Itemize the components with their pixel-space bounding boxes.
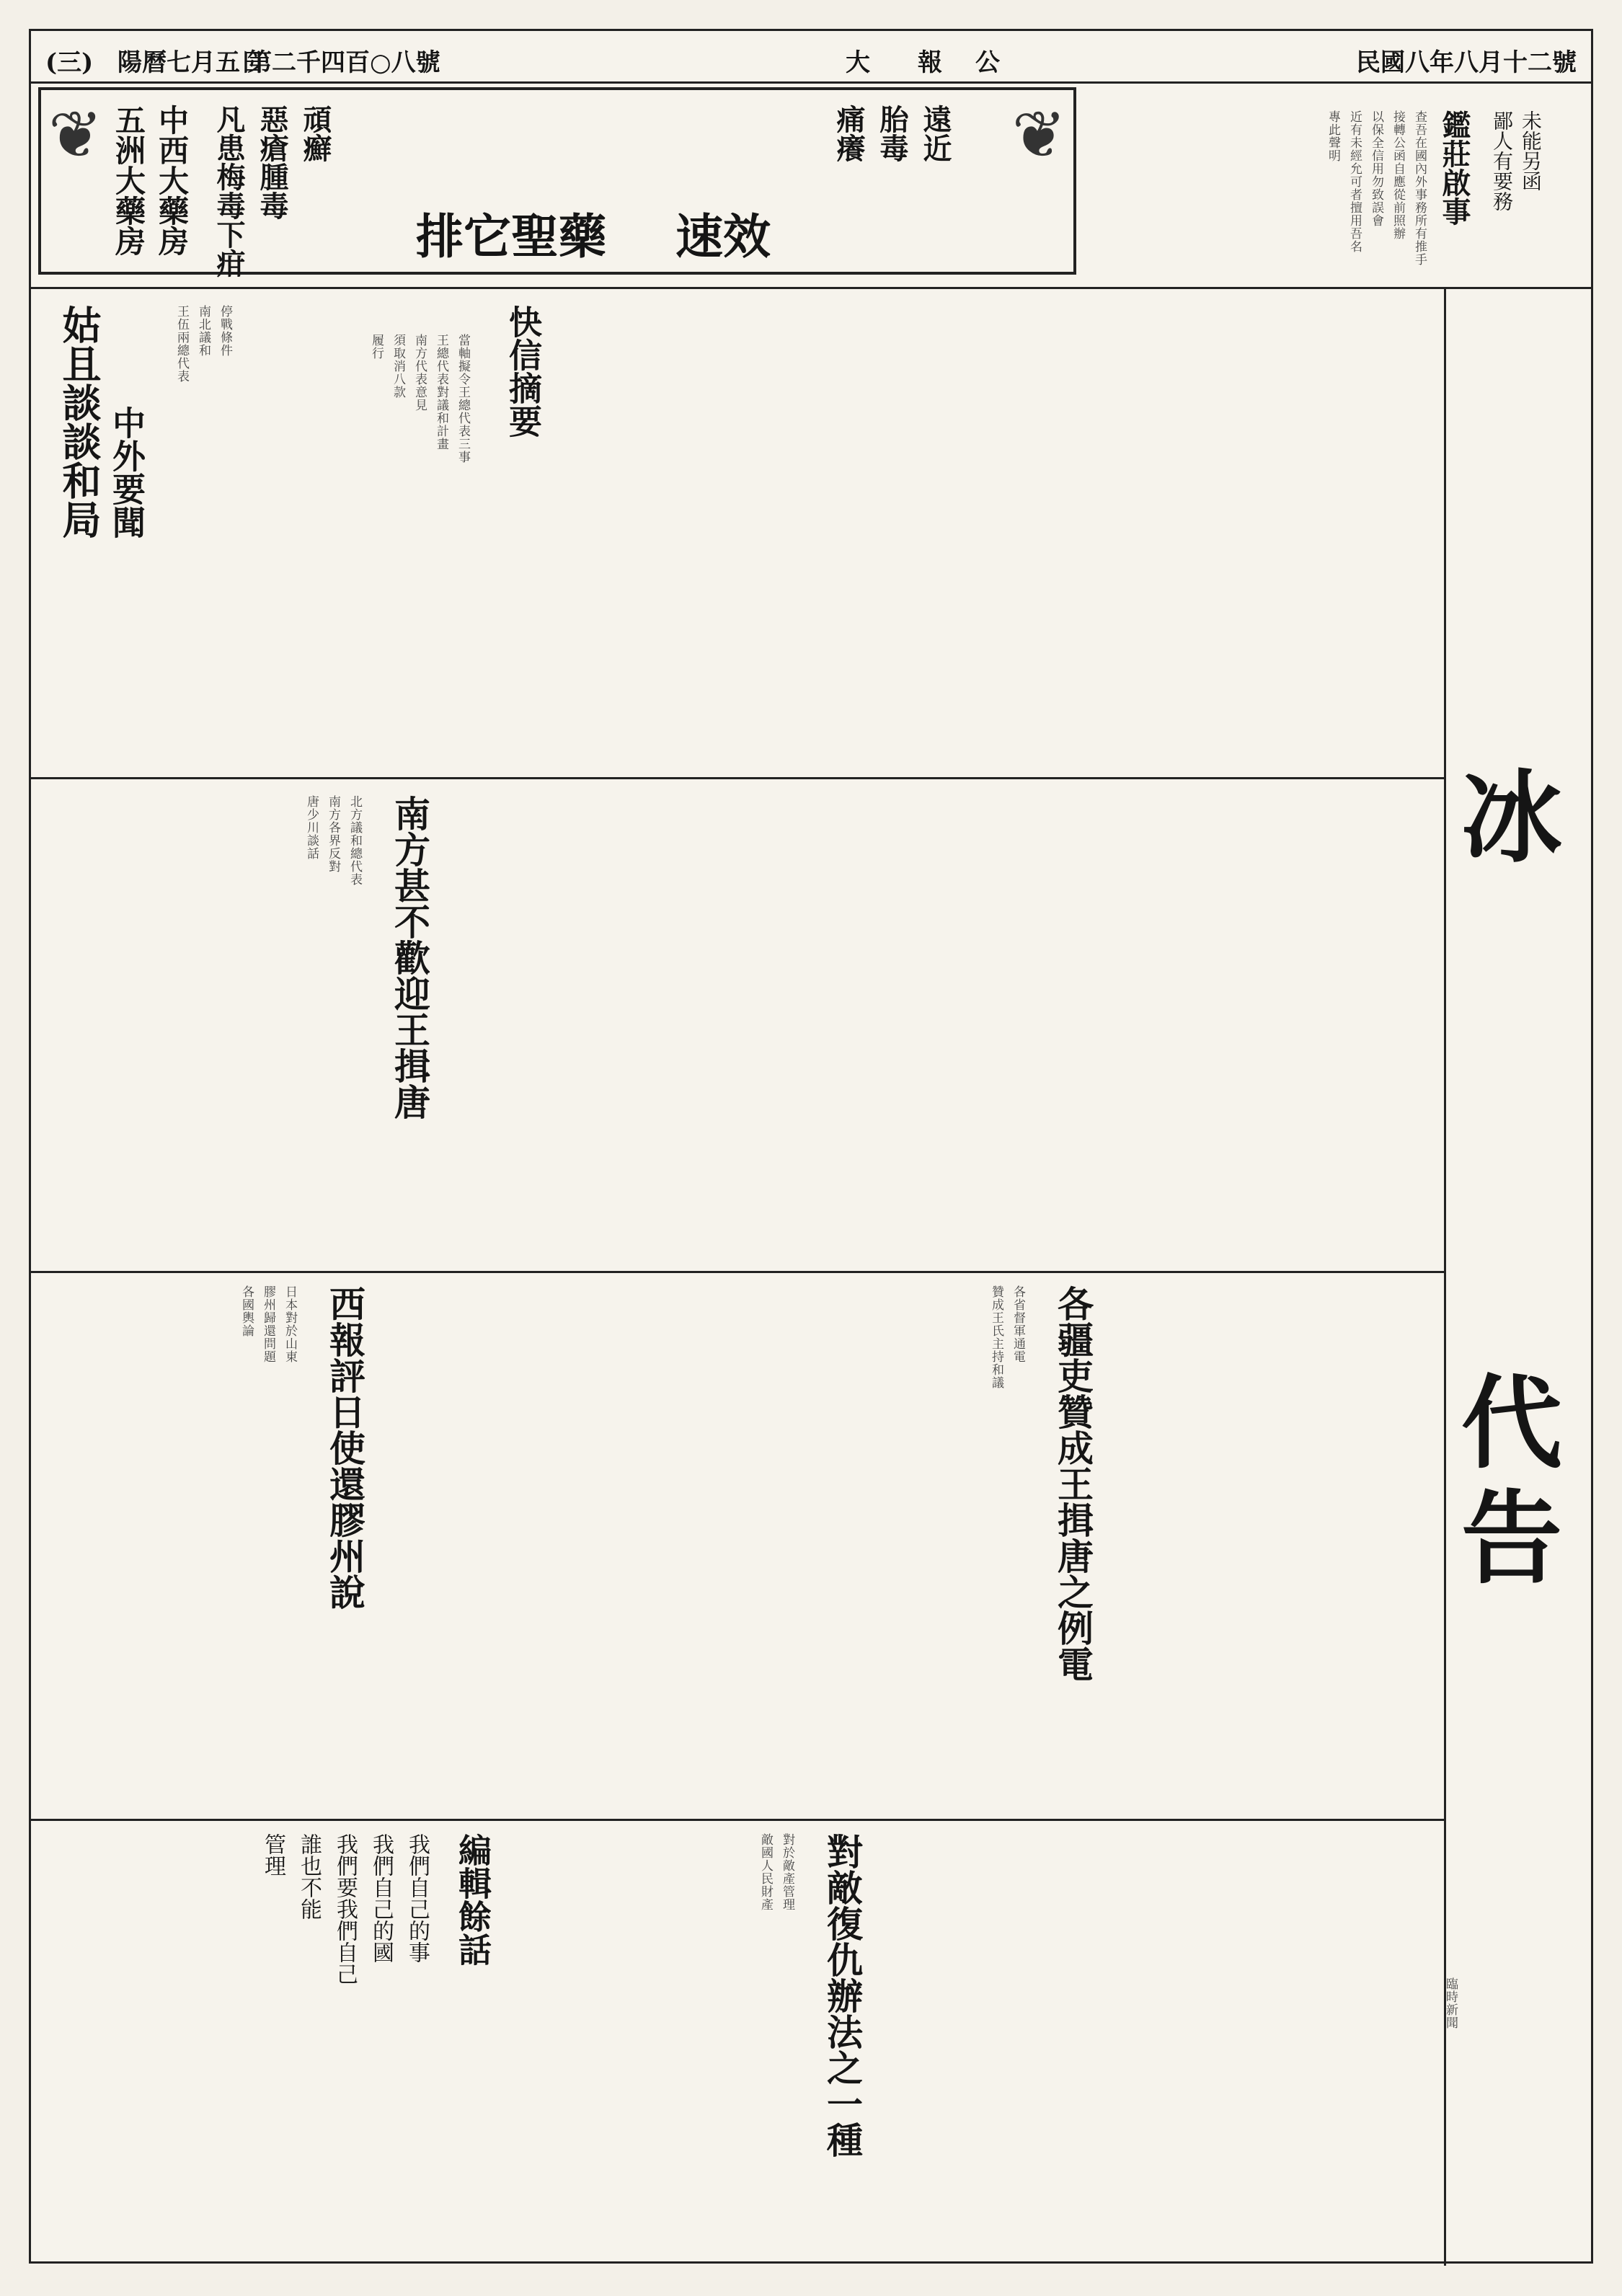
paper-char-1: 公 — [975, 48, 1000, 77]
gov-line-2: 贊成王氏主持和議 — [989, 1285, 1003, 1389]
decor-left-icon: ❦ — [48, 97, 103, 173]
ad-line-1: 凡患梅毒下疳 — [212, 105, 246, 278]
date-right: 民國八年八月十二號 — [1356, 48, 1577, 77]
notice-side-1: 鄙人有要務 — [1490, 110, 1514, 211]
headline-editorial: 編輯餘話 — [453, 1833, 492, 1966]
section-title-news: 中外要聞 — [107, 406, 146, 538]
rule-vertical-right — [1444, 287, 1446, 2266]
paper-char-3: 報 — [918, 48, 942, 77]
rule-upper — [31, 777, 1444, 779]
medicine-advertisement — [38, 87, 1076, 278]
headline-south-opposes: 南方甚不歡迎王揖唐 — [389, 795, 431, 1120]
ad-line-4: 痛癢 — [832, 105, 866, 162]
headline-enemy-revenge: 對敵復仇辦法之一種 — [821, 1833, 864, 2158]
ad-line-2: 惡瘡腫毒 — [255, 105, 289, 220]
express-line-1: 當軸擬令王總代表三事 — [456, 334, 470, 464]
dai-ad-char: 代 — [1461, 1365, 1562, 1483]
ad-line-3: 頑癬 — [298, 105, 332, 162]
news-line-3: 南北議和 — [196, 305, 210, 357]
ad-main-title: 排它聖藥 — [416, 208, 606, 265]
headline-western-press: 西報評日使還膠州說 — [324, 1285, 366, 1610]
gao-ad-char: 告 — [1461, 1480, 1562, 1598]
ad-line-5: 胎毒 — [875, 105, 909, 162]
newspaper-page — [29, 29, 1593, 2264]
headline-governors-telegram: 各疆吏贊成王揖唐之例電 — [1052, 1285, 1094, 1682]
ice-ad-title: 冰 — [1461, 759, 1562, 877]
express-line-5: 履行 — [369, 334, 384, 360]
notice-text-3: 以保全信用勿致誤會 — [1369, 110, 1383, 227]
enemy-line-1: 對於敵產管理 — [780, 1833, 794, 1911]
news-line-2: 王伍兩總代表 — [174, 305, 189, 383]
ad-line-6: 遠近 — [918, 105, 952, 162]
express-line-2: 王總代表對議和計畫 — [434, 334, 448, 451]
news-line-4: 停戰條件 — [218, 305, 232, 357]
ad-company-1: 五洲大藥房 — [111, 105, 146, 256]
editorial-line-1: 我們自己的事 — [404, 1833, 430, 1963]
west-line-3: 各國輿論 — [239, 1285, 254, 1337]
headline-peace-talk: 姑且談談和局 — [56, 305, 102, 538]
rule-lower — [31, 1819, 1444, 1821]
ad-sub-title: 速效 — [675, 208, 771, 265]
notice-text-2: 接轉公函自應從前照辦 — [1391, 110, 1405, 240]
rule-top — [31, 287, 1591, 289]
notice-text-5: 專此聲明 — [1326, 110, 1340, 162]
editorial-line-4: 誰也不能 — [296, 1833, 322, 1920]
issue-number: 第二千四百○八號 — [247, 48, 440, 77]
page-number: (三) — [45, 48, 94, 77]
enemy-line-2: 敵國人民財產 — [758, 1833, 773, 1911]
south-line-1: 北方議和總代表 — [347, 795, 362, 886]
paper-char-2: 大 — [846, 48, 870, 77]
express-line-3: 南方代表意見 — [412, 334, 427, 412]
west-line-2: 膠州歸還問題 — [261, 1285, 275, 1363]
west-line-1: 日本對於山東 — [283, 1285, 297, 1363]
rule-middle — [31, 1271, 1444, 1273]
editorial-line-2: 我們自己的國 — [368, 1833, 394, 1963]
date-left: 陽曆七月五日 — [118, 48, 265, 77]
south-line-2: 南方各界反對 — [326, 795, 340, 873]
ad-company-2: 中西大藥房 — [154, 105, 190, 256]
notice-side-2: 未能另函 — [1519, 110, 1543, 191]
south-line-3: 唐少川談話 — [304, 795, 319, 860]
editorial-line-3: 我們要我們自己 — [332, 1833, 358, 1985]
notice-text-1: 查吾在國內外事務所有推手 — [1412, 110, 1427, 266]
masthead-bar — [31, 31, 1591, 84]
decor-right-icon: ❦ — [1011, 97, 1066, 173]
notice-text-4: 近有未經允可者擅用吾名 — [1347, 110, 1362, 253]
notice-heading: 鑑莊啟事 — [1437, 110, 1471, 226]
express-line-4: 須取消八款 — [391, 334, 405, 399]
gov-line-1: 各省督軍通電 — [1011, 1285, 1025, 1363]
section-title-express: 快信摘要 — [504, 305, 543, 438]
bottom-right-label: 臨時新聞 — [1443, 1977, 1458, 2029]
editorial-line-5: 管理 — [260, 1833, 285, 1876]
